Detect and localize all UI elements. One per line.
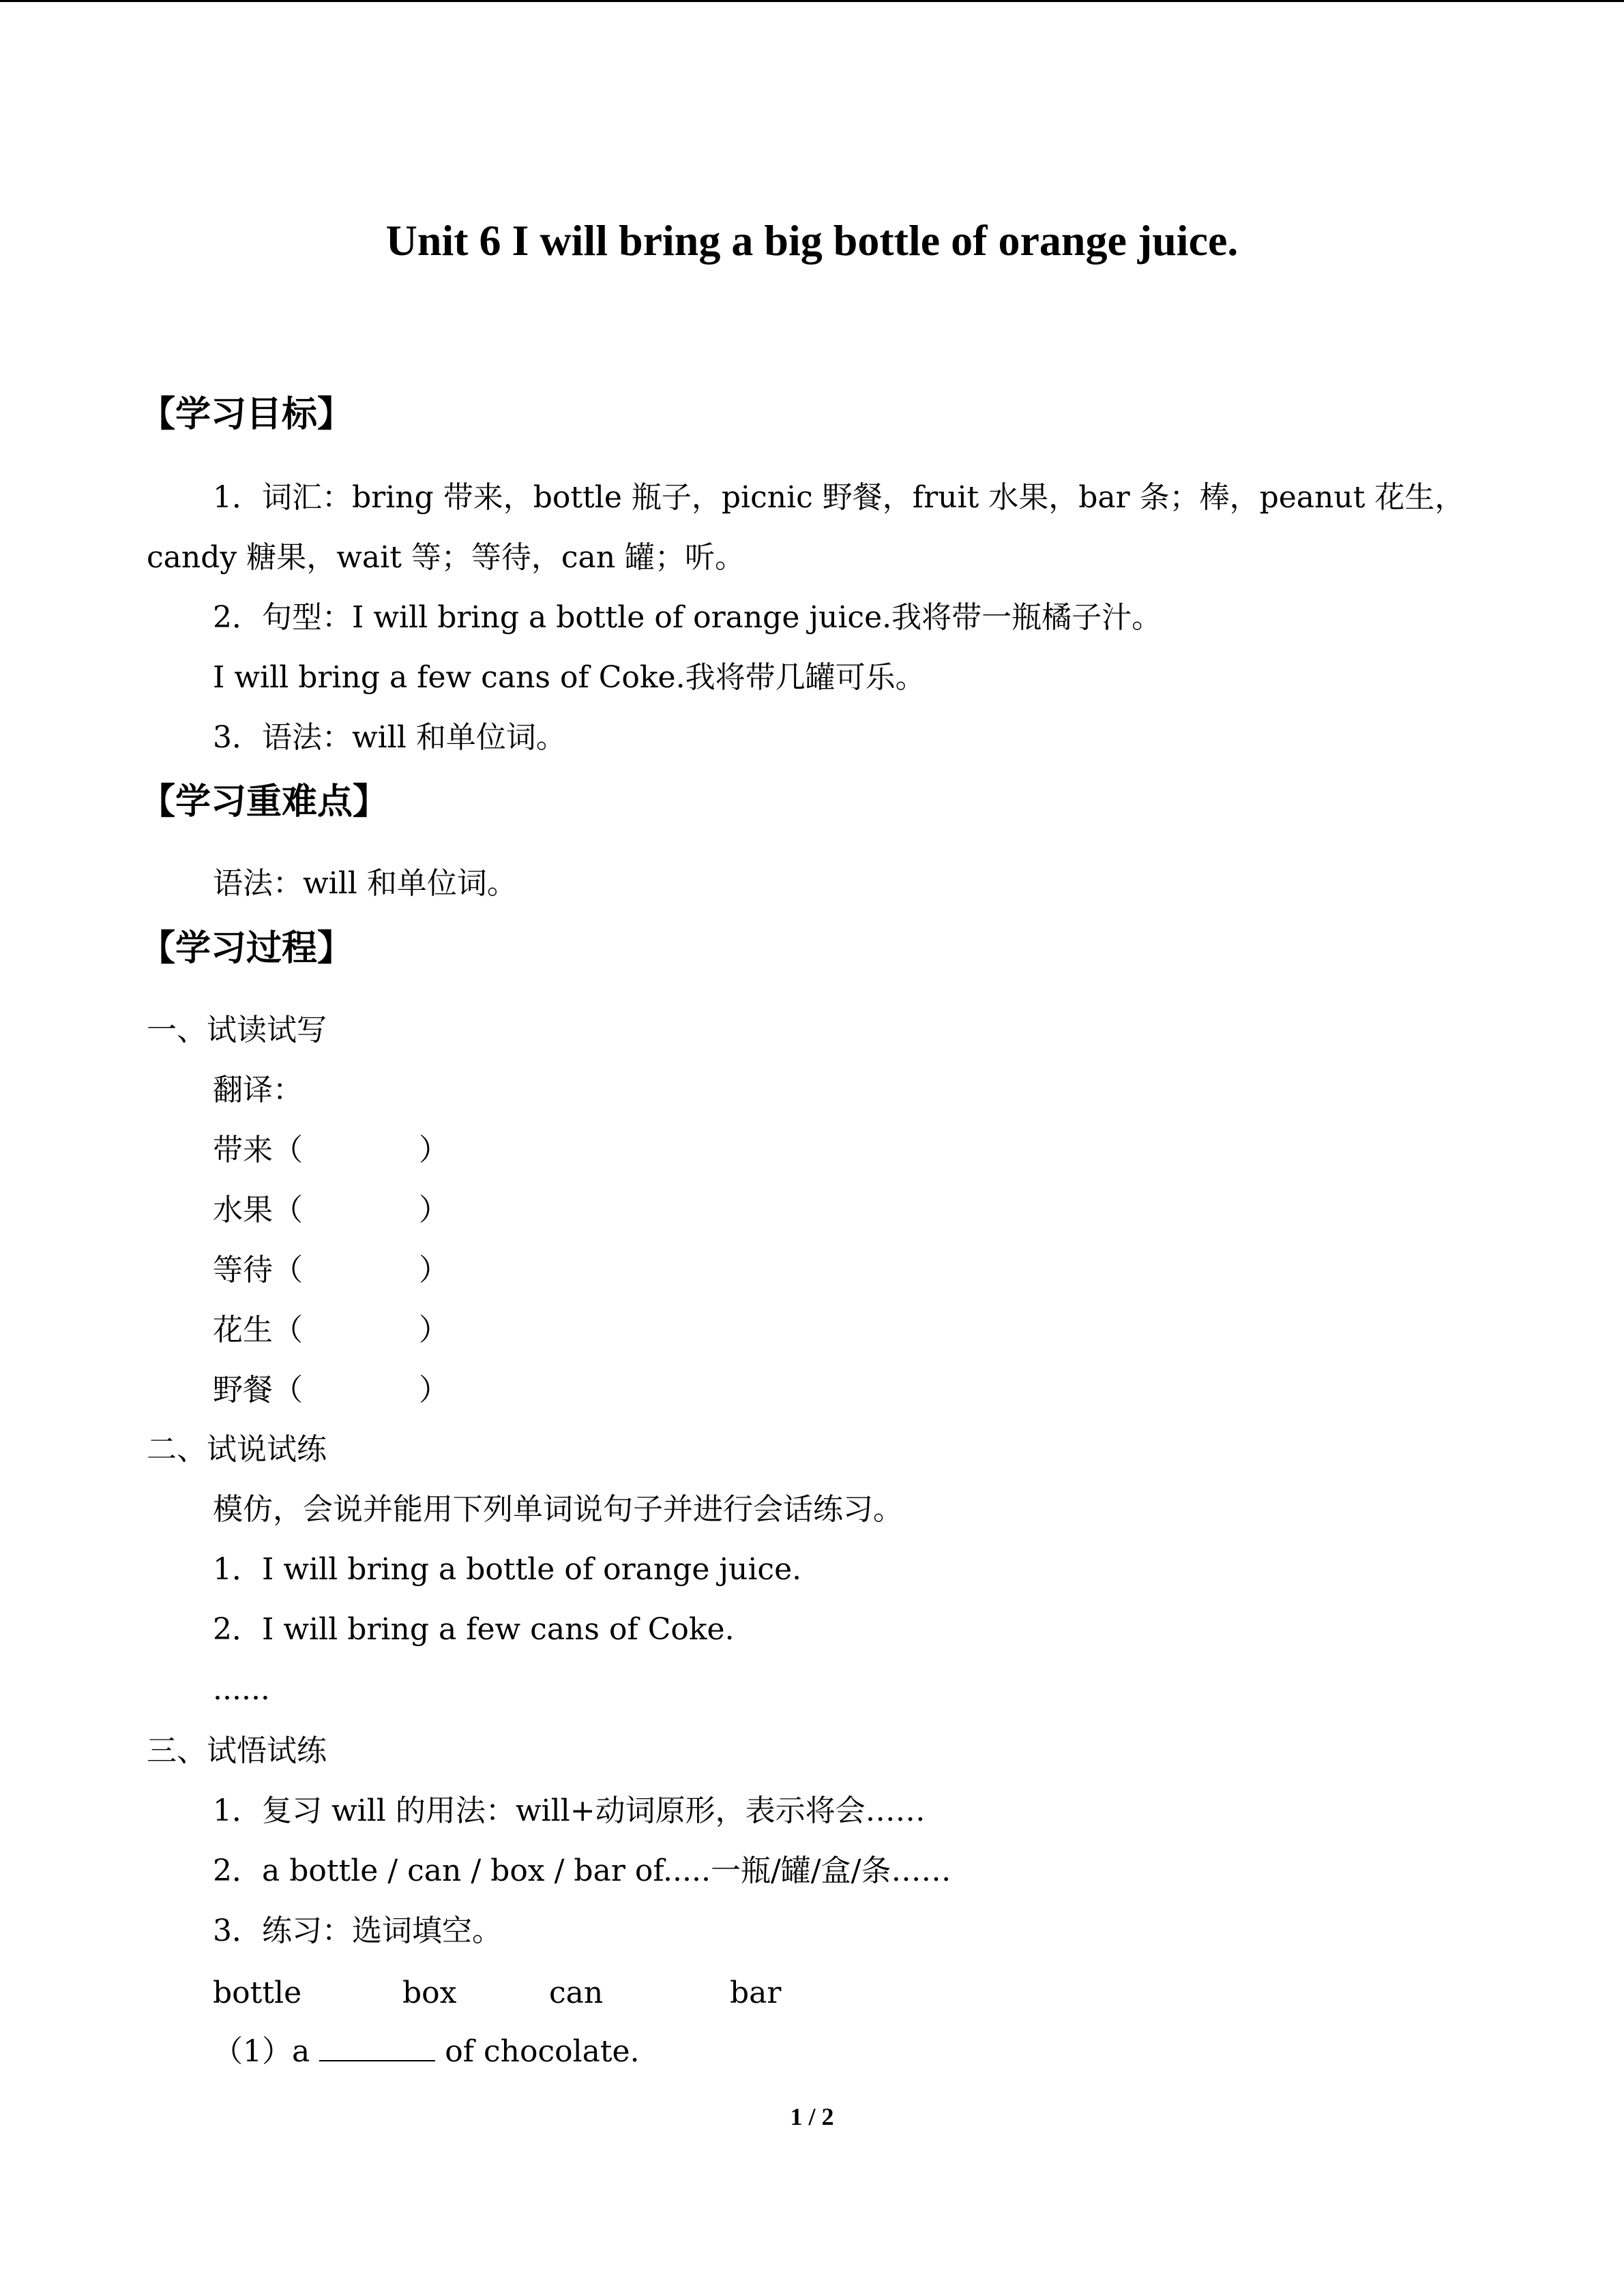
- exercise-question-1: [213, 2031, 640, 2072]
- part3-point-1: 1．复习 will 的用法：will+动词原形，表示将会……: [213, 1793, 926, 1828]
- part3-heading: 三、试悟试练: [147, 1733, 327, 1768]
- heading-learning-process: 【学习过程】: [140, 928, 353, 969]
- close-paren: ）: [419, 1193, 449, 1227]
- translate-item: [213, 1130, 449, 1171]
- heading-key-points: 【学习重难点】: [140, 781, 389, 822]
- translate-item: [213, 1250, 449, 1291]
- word-bank: [213, 1973, 781, 2014]
- key-points-text: 语法：will 和单位词。: [213, 866, 517, 901]
- close-paren: ）: [419, 1253, 449, 1287]
- translate-word: 野餐（: [213, 1373, 303, 1407]
- part2-heading: 二、试说试练: [147, 1432, 327, 1467]
- part1-heading: 一、试读试写: [147, 1013, 327, 1047]
- document-title: Unit 6 I will bring a big bottle of orange juice.: [385, 216, 1239, 265]
- heading-learning-goals: 【学习目标】: [140, 394, 353, 435]
- translate-word: 带来（: [213, 1133, 303, 1167]
- part2-sentence-1: 1．I will bring a bottle of orange juice.: [213, 1552, 802, 1587]
- close-paren: ）: [419, 1373, 449, 1407]
- close-paren: ）: [419, 1313, 449, 1347]
- question-suffix: of chocolate.: [435, 2034, 640, 2069]
- word-bank-item: can: [549, 1976, 604, 2010]
- part2-ellipsis: ......: [213, 1672, 270, 1707]
- translate-item: [213, 1310, 449, 1351]
- part3-point-2: 2．a bottle / can / box / bar of.....一瓶/罐/盒/条……: [213, 1853, 951, 1888]
- word-bank-item: bar: [730, 1976, 782, 2010]
- translate-word: 水果（: [213, 1193, 303, 1227]
- part2-instruction: 模仿，会说并能用下列单词说句子并进行会话练习。: [213, 1492, 903, 1527]
- vocab-line-2: candy 糖果，wait 等；等待，can 罐；听。: [147, 540, 745, 575]
- vocab-line-1: 1．词汇：bring 带来，bottle 瓶子，picnic 野餐，fruit 水果，bar 条；棒，peanut 花生，: [213, 480, 1465, 515]
- close-paren: ）: [419, 1133, 449, 1167]
- translate-word: 等待（: [213, 1253, 303, 1287]
- pattern-line-1: 2．句型：I will bring a bottle of orange juice.我将带一瓶橘子汁。: [213, 600, 1162, 635]
- part1-instruction: 翻译：: [213, 1073, 303, 1107]
- grammar-line: 3．语法：will 和单位词。: [213, 720, 566, 755]
- word-bank-item: box: [402, 1976, 457, 2010]
- part2-sentence-2: 2．I will bring a few cans of Coke.: [213, 1612, 735, 1647]
- translate-word: 花生（: [213, 1313, 303, 1347]
- translate-item: [213, 1370, 449, 1411]
- translate-item: [213, 1190, 449, 1231]
- part3-point-3: 3．练习：选词填空。: [213, 1913, 502, 1948]
- pattern-line-2: I will bring a few cans of Coke.我将带几罐可乐。: [213, 660, 926, 695]
- word-bank-item: bottle: [213, 1976, 302, 2010]
- answer-blank[interactable]: [319, 2033, 435, 2061]
- question-prefix: （1）a: [213, 2034, 320, 2069]
- page-number: 1 / 2: [790, 2103, 834, 2130]
